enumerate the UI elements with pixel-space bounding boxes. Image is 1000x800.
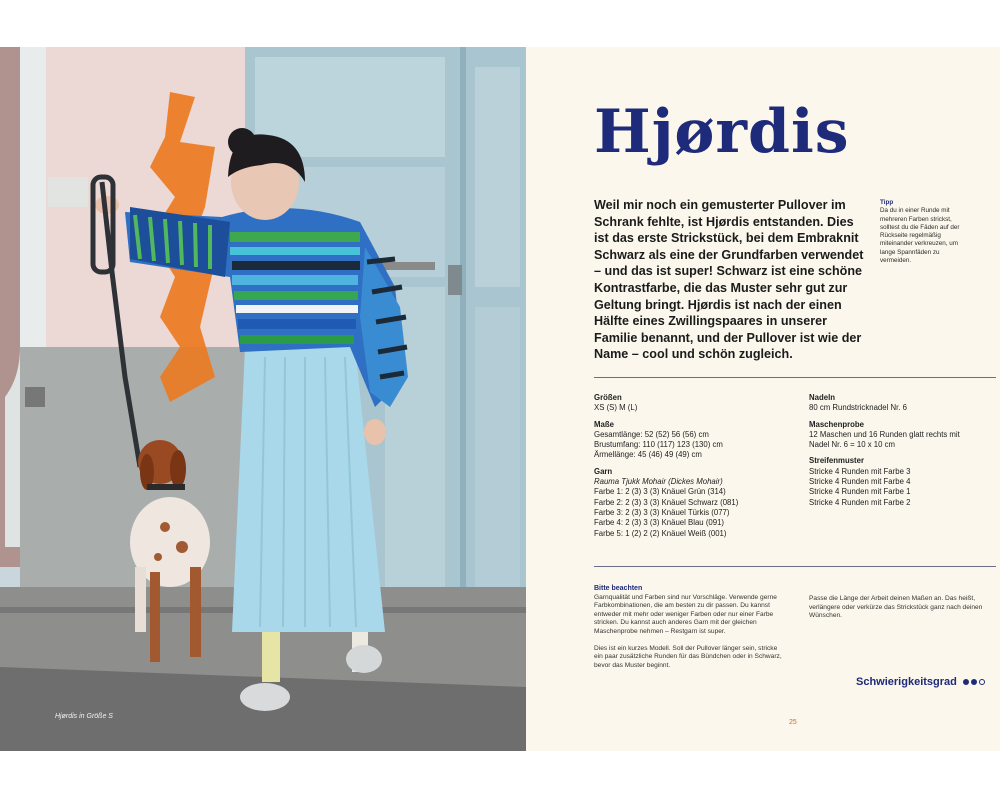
gauge-line: 12 Maschen und 16 Runden glatt rechts mit	[809, 429, 960, 439]
photo	[0, 47, 526, 751]
measure-line: Ärmellänge: 45 (46) 49 (49) cm	[594, 450, 702, 460]
measure-line: Gesamtlänge: 52 (52) 56 (56) cm	[594, 429, 709, 439]
yarn-line: Farbe 3: 2 (3) 3 (3) Knäuel Türkis (077)	[594, 507, 730, 517]
yarn-line: Farbe 2: 2 (3) 3 (3) Knäuel Schwarz (081)	[594, 497, 739, 507]
difficulty-dot	[971, 679, 977, 685]
yarn-line: Farbe 1: 2 (3) 3 (3) Knäuel Grün (314)	[594, 487, 726, 497]
needles-heading: Nadeln	[809, 393, 835, 402]
needles-block	[809, 393, 999, 414]
yarn-block	[594, 467, 794, 539]
stripe-line: Stricke 4 Runden mit Farbe 2	[809, 497, 911, 507]
needles-value: 80 cm Rundstricknadel Nr. 6	[809, 403, 907, 413]
intro-paragraph: Weil mir noch ein gemusterter Pullover im Schrank fehlte, ist Hjørdis entstanden. Dies ist das erste Strickstück, bei dem Embraknit Schwarz als eine der Grundfarben verwendet – und das ist super! Schwarz ist eine schöne Kontrastfarbe, die das Muster sehr gut zur Geltung bringt. Hjørdis ist nach der einen Hälfte eines Zwillingspaares in unserer Familie benannt, und der Pullover ist wie der Name – cool und schön zugleich.	[594, 198, 864, 362]
tip-box	[880, 199, 972, 265]
sizes-block	[594, 393, 794, 414]
stripes-heading: Streifenmuster	[809, 456, 865, 466]
difficulty-dot	[979, 679, 985, 685]
difficulty-dots	[961, 679, 985, 685]
tip-heading: Tipp	[880, 199, 894, 206]
yarn-name: Rauma Tjukk Mohair (Dickes Mohair)	[594, 477, 723, 487]
notes-heading: Bitte beachten	[594, 585, 643, 592]
difficulty-label: Schwierigkeitsgrad	[856, 676, 957, 688]
stripe-line: Stricke 4 Runden mit Farbe 1	[809, 487, 911, 497]
stripes-block	[809, 456, 999, 507]
text-page	[526, 47, 1000, 751]
notes-paragraph-2: Dies ist ein kurzes Modell. Soll der Pullover länger sein, stricke ein paar zusätzliche Runden für das Bündchen oder in Schwarz, bevor das Muster beginnt.	[594, 644, 782, 669]
gauge-line: Nadel Nr. 6 = 10 x 10 cm	[809, 440, 896, 450]
measures-heading: Maße	[594, 419, 614, 429]
sizes-heading: Größen	[594, 393, 622, 402]
details-left	[594, 393, 794, 545]
pattern-title: Hjørdis	[594, 97, 850, 167]
stripe-line: Stricke 4 Runden mit Farbe 3	[809, 466, 911, 476]
notes-paragraph-3: Passe die Länge der Arbeit deinen Maßen an. Das heißt, verlängere oder verkürze das Strickstück ganz nach deinen Wünschen.	[809, 595, 983, 620]
yarn-line: Farbe 4: 2 (3) 3 (3) Knäuel Blau (091)	[594, 518, 725, 528]
details-right	[809, 393, 999, 514]
gauge-heading: Maschenprobe	[809, 419, 865, 429]
divider-bottom	[594, 566, 996, 567]
yarn-heading: Garn	[594, 466, 613, 476]
gauge-block	[809, 420, 999, 451]
sizes-value: XS (S) M (L)	[594, 403, 638, 413]
book-spread	[0, 47, 1000, 751]
yarn-line: Farbe 5: 1 (2) 2 (2) Knäuel Weiß (001)	[594, 528, 727, 538]
measures-block	[594, 420, 794, 461]
measure-line: Brustumfang: 110 (117) 123 (130) cm	[594, 440, 723, 450]
photo-illustration	[0, 47, 526, 751]
notes-right	[809, 595, 994, 621]
difficulty-dot	[963, 679, 969, 685]
difficulty-indicator	[856, 676, 985, 688]
page-number: 25	[789, 719, 797, 726]
tip-text: Da du in einer Runde mit mehreren Farben strickst, solltest du die Fäden auf der Rückseite regelmäßig miteinander verkreuzen, um lange Spannfäden zu vermeiden.	[880, 207, 960, 265]
notes-paragraph-1: Garnqualität und Farben sind nur Vorschläge. Verwende gerne Farbkombinationen, die am besten zu dir passen. Du kannst entweder mit mehr oder weniger Farben oder nur einer Farbe stricken. Du kannst auch anderes Garn mit der gleichen Maschenprobe nehmen – Restgarn ist super.	[594, 593, 777, 635]
photo-caption: Hjørdis in Größe S	[55, 713, 113, 720]
notes-left	[594, 585, 784, 670]
stripe-line: Stricke 4 Runden mit Farbe 4	[809, 477, 911, 487]
divider-top	[594, 377, 996, 378]
